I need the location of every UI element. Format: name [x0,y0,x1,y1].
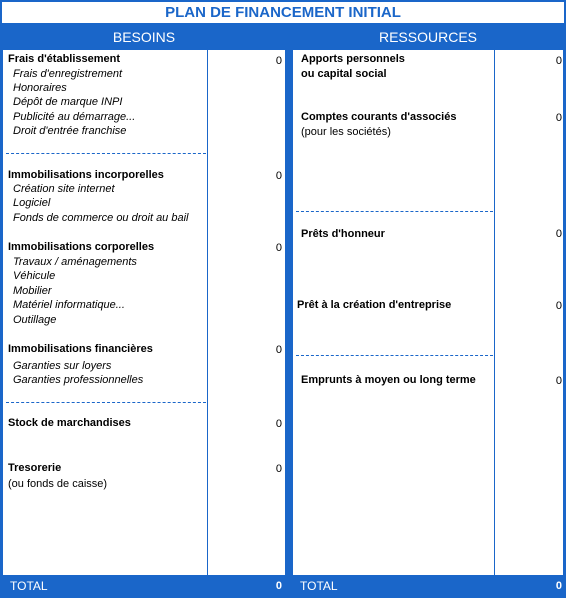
stock-marchandises-label: Stock de marchandises [8,417,131,429]
ressources-header: RESSOURCES [378,29,478,45]
ressources-separator [296,355,493,356]
apports-personnels-label: Apports personnels [301,53,405,65]
comptes-courants-label: Comptes courants d'associés [301,111,457,123]
emprunts-value[interactable]: 0 [555,375,562,387]
tresorerie-label: Tresorerie [8,462,62,474]
immobilisations-incorporelles-label: Immobilisations incorporelles [8,169,164,181]
besoins-header: BESOINS [112,29,176,45]
besoins-separator [6,402,206,403]
list-item: Véhicule [13,270,56,282]
frais-etablissement-value[interactable]: 0 [275,55,282,67]
page-title: PLAN DE FINANCEMENT INITIAL [0,0,566,23]
list-item: Garanties sur loyers [13,360,112,372]
besoins-value-column-divider [207,49,208,576]
list-item: Logiciel [13,197,51,209]
immobilisations-financieres-label: Immobilisations financières [8,343,153,355]
comptes-courants-sub-label: (pour les sociétés) [301,126,391,138]
besoins-separator [6,153,206,154]
immobilisations-financieres-value[interactable]: 0 [275,344,282,356]
besoins-total-value: 0 [275,580,282,592]
comptes-courants-value[interactable]: 0 [555,112,562,124]
pret-creation-value[interactable]: 0 [555,300,562,312]
ressources-total-label: TOTAL [300,579,338,593]
list-item: Fonds de commerce ou droit au bail [13,212,189,224]
tresorerie-value[interactable]: 0 [275,463,282,475]
list-item: Publicité au démarrage... [13,111,136,123]
besoins-total-row [2,576,286,596]
tresorerie-sub-label: (ou fonds de caisse) [8,478,108,490]
prets-honneur-value[interactable]: 0 [555,228,562,240]
list-item: Frais d'enregistrement [13,68,123,80]
ressources-value-column-divider [494,49,495,576]
pret-creation-label: Prêt à la création d'entreprise [297,299,452,311]
list-item: Matériel informatique... [13,299,125,311]
besoins-total-label: TOTAL [10,579,48,593]
list-item: Travaux / aménagements [13,256,137,268]
list-item: Honoraires [13,82,67,94]
capital-social-label: ou capital social [301,68,387,80]
list-item: Création site internet [13,183,115,195]
frais-etablissement-label: Frais d'établissement [8,53,121,65]
ressources-total-row [292,576,564,596]
list-item: Garanties professionnelles [13,374,144,386]
list-item: Mobilier [13,285,52,297]
immobilisations-corporelles-label: Immobilisations corporelles [8,241,155,253]
ressources-total-value: 0 [555,580,562,592]
ressources-separator [296,211,493,212]
emprunts-label: Emprunts à moyen ou long terme [301,374,476,386]
stock-marchandises-value[interactable]: 0 [275,418,282,430]
immobilisations-incorporelles-value[interactable]: 0 [275,170,282,182]
list-item: Dépôt de marque INPI [13,96,123,108]
apports-value[interactable]: 0 [555,55,562,67]
list-item: Outillage [13,314,57,326]
list-item: Droit d'entrée franchise [13,125,127,137]
immobilisations-corporelles-value[interactable]: 0 [275,242,282,254]
prets-honneur-label: Prêts d'honneur [301,228,385,240]
